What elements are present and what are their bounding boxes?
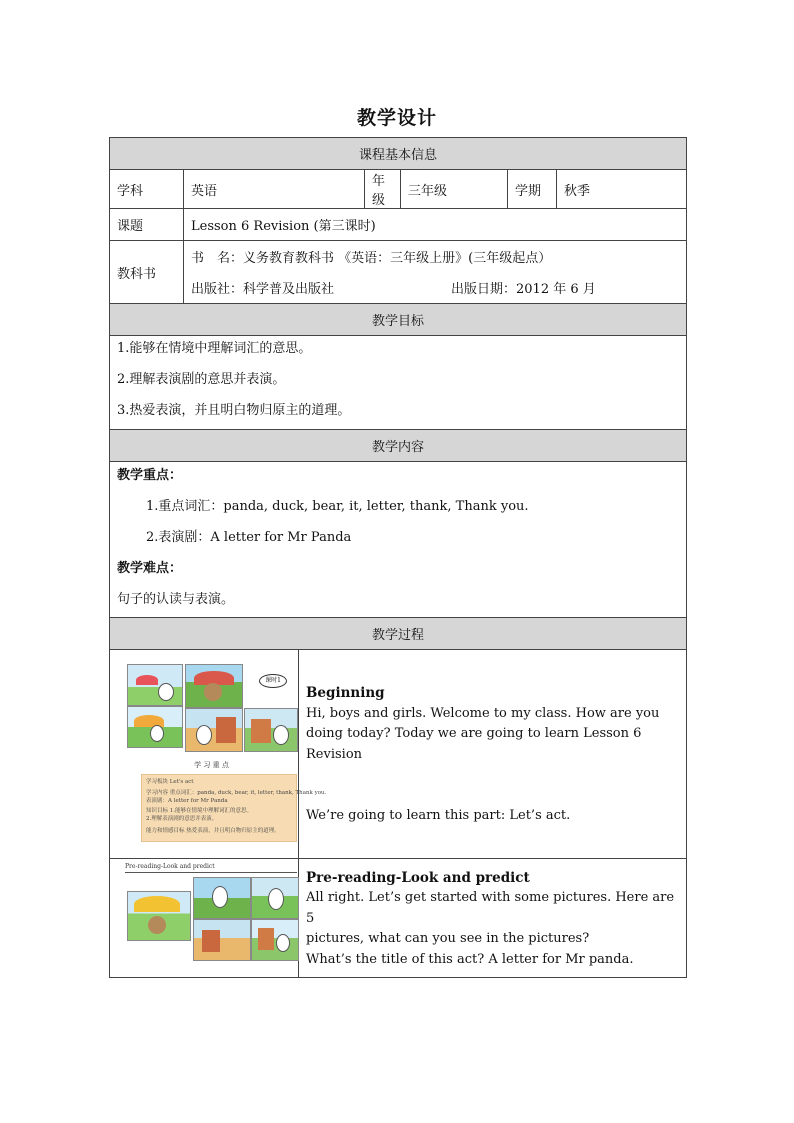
- panel-title: 学 习 重 点: [194, 761, 229, 769]
- subject-label: 学科: [110, 170, 184, 209]
- topic-label: 课题: [110, 209, 184, 241]
- textbook-row: [110, 241, 687, 304]
- process-step-pre-reading: [110, 859, 687, 978]
- section-header-process: 教学过程: [110, 618, 687, 650]
- objective-item: 1.能够在情境中理解词汇的意思。: [117, 341, 312, 356]
- speech-bubble: 课时1: [259, 674, 287, 688]
- key-points-label: 教学重点：: [117, 468, 183, 483]
- topic-value: Lesson 6 Revision (第三课时): [184, 209, 687, 241]
- step-text-line: We’re going to learn this part: Let’s act.: [306, 808, 571, 824]
- basic-info-row: [110, 170, 687, 209]
- section-header-content: 教学内容: [110, 430, 687, 462]
- comic-panel-image: [193, 919, 251, 961]
- grade-value: 三年级: [401, 170, 508, 209]
- caption-underline: [125, 872, 297, 873]
- content-row: [110, 462, 687, 618]
- key-point-item: 2.表演剧：A letter for Mr Panda: [146, 530, 352, 545]
- document-title: 教学设计: [356, 107, 437, 129]
- thumbnail-caption: Pre-reading-Look and predict: [125, 863, 215, 870]
- key-points-info-panel: 学习板块 Let's act 学习内容 重点词汇：panda, duck, bear, it, letter, thank, Thank you. 表演剧：A letter for Mr Panda 知识目标 1.能够在情境中理解词汇的意思。 2.理解表演剧的意思并表演。 能力和情感目标 热爱表演，并且明白物归原主的道理。: [141, 774, 297, 842]
- publisher: 出版社：科学普及出版社: [191, 282, 335, 297]
- objective-item: 3.热爱表演，并且明白物归原主的道理。: [117, 403, 351, 418]
- step-text-spacer: [306, 765, 679, 806]
- difficult-points-label: 教学难点：: [117, 561, 183, 576]
- objectives-row: [110, 336, 687, 430]
- term-value: 秋季: [557, 170, 687, 209]
- section-header-basic: 课程基本信息: [110, 138, 687, 170]
- textbook-label: 教科书: [110, 241, 184, 304]
- section-header-objectives: 教学目标: [110, 304, 687, 336]
- step-text-line: All right. Let’s get started with some pictures. Here are 5: [306, 890, 675, 926]
- pre-reading-thumbnail: [117, 859, 306, 977]
- step-text-line: pictures, what can you see in the pictures?: [306, 931, 590, 947]
- topic-row: [110, 209, 687, 241]
- beginning-thumbnail: [117, 650, 327, 858]
- comic-panel-image: [185, 708, 243, 752]
- step-text-line: Hi, boys and girls. Welcome to my class. How are you: [306, 705, 660, 721]
- key-point-item: 1.重点词汇：panda, duck, bear, it, letter, thank, Thank you.: [146, 499, 529, 514]
- comic-panel-image: [251, 877, 299, 919]
- difficult-point: 句子的认读与表演。: [117, 592, 235, 607]
- comic-panel-image: [244, 708, 298, 752]
- comic-panel-image: [185, 664, 243, 708]
- lesson-plan-table: [109, 137, 687, 978]
- comic-panel-image: [127, 891, 191, 941]
- step-heading-beginning: Beginning: [306, 685, 385, 702]
- step-heading-pre-reading: Pre-reading-Look and predict: [306, 869, 530, 886]
- step-text-line: doing today? Today we are going to learn Lesson 6 Revision: [306, 726, 642, 762]
- grade-label: 年级: [365, 170, 401, 209]
- objective-item: 2.理解表演剧的意思并表演。: [117, 372, 286, 387]
- comic-panel-image: [127, 664, 183, 706]
- term-label: 学期: [508, 170, 557, 209]
- comic-panel-image: [127, 706, 183, 748]
- comic-panel-image: [193, 877, 251, 919]
- subject-value: 英语: [184, 170, 365, 209]
- step-text-line: What’s the title of this act? A letter for Mr panda.: [306, 951, 634, 967]
- book-name: 书 名：义务教育教科书 《英语：三年级上册》(三年级起点）: [191, 251, 552, 266]
- comic-panel-image: [251, 919, 299, 961]
- process-step-beginning: [110, 650, 687, 859]
- publish-date: 出版日期：2012 年 6 月: [451, 282, 596, 297]
